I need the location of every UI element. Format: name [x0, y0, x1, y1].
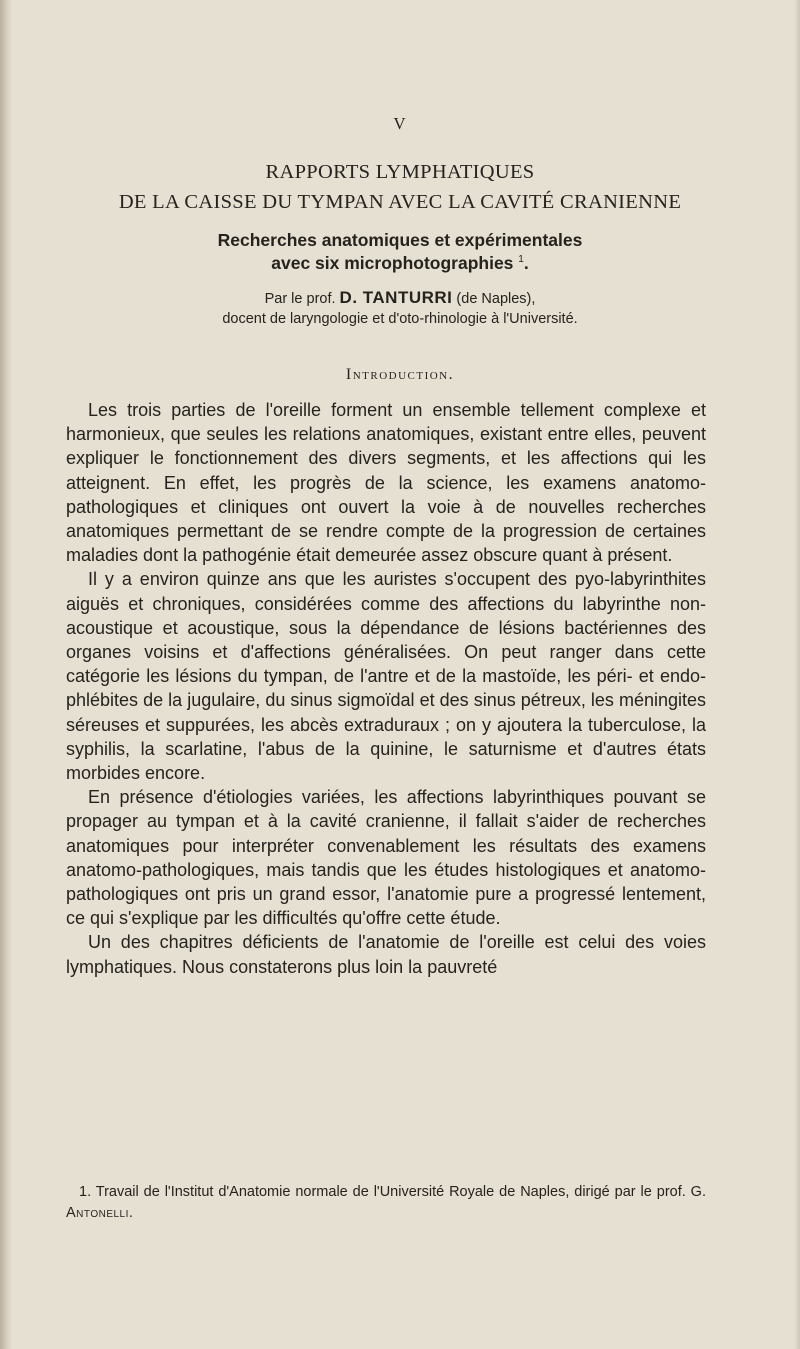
paragraph: Les trois parties de l'oreille forment un ensemble tellement complexe et harmonieux, que seules les relations anatomiques, existant entre elles, peuvent expliquer le fonctionnement des divers segments, et les affections qui les atteignent. En effet, les progrès de la science, les examens anatomo-pathologiques et cliniques ont ouvert la voie à de nouvelles recherches anatomiques permettant de se rendre compte de la progression de certaines maladies dont la pathogénie était demeurée assez obscure quant à présent. — [66, 400, 706, 566]
byline-prefix: Par le prof. — [264, 291, 336, 307]
paragraph: Un des chapitres déficients de l'anatomie de l'oreille est celui des voies lymphatiques. Nous constaterons plus loin la pauvreté — [66, 932, 706, 977]
footnote — [66, 1182, 706, 1224]
footnote-number: 1. — [79, 1184, 92, 1200]
subtitle-period: . — [523, 253, 529, 273]
paragraph: En présence d'étiologies variées, les affections labyrinthiques pouvant se propager au tympan et à la cavité cranienne, il fallait s'aider de recherches anatomiques pour interpréter convenablement les résultats des examens anatomo-pathologiques, mais tandis que les études histologiques et anatomo-pathologiques ont pris un grand essor, l'anatomie pure a progressé lentement, ce qui s'explique par les difficultés qu'offre cette étude. — [66, 787, 706, 929]
author-location: (de Naples), — [456, 291, 536, 307]
footnote-reference: 1 — [518, 254, 524, 266]
footnote-text: Travail de l'Institut d'Anatomie normale de l'Université Royale de Naples, dirigé par le prof. G. — [95, 1184, 706, 1200]
article-subtitle-line-1: Recherches anatomiques et expérimentales — [217, 230, 583, 250]
subtitle-text: avec six microphotographies — [271, 253, 514, 273]
section-heading: Introduction. — [345, 366, 455, 383]
article-subtitle-line-2 — [0, 253, 800, 274]
chapter-number: V — [393, 114, 407, 133]
article-title-line-1: RAPPORTS LYMPHATIQUES — [265, 161, 535, 183]
author-affiliation: docent de laryngologie et d'oto-rhinologie à l'Université. — [222, 311, 578, 327]
author-name: D. TANTURRI — [339, 288, 453, 307]
paragraph: Il y a environ quinze ans que les auristes s'occupent des pyo-labyrinthites aiguës et chroniques, considérées comme des affections du labyrinthe non-acoustique et acoustique, sous la dépendance de lésions bactériennes des organes voisins et d'affections généralisées. On peut ranger dans cette catégorie les lésions du tympan, de l'antre et de la mastoïde, les péri- et endo-phlébites de la jugulaire, du sinus sigmoïdal et des sinus pétreux, les méningites séreuses et suppurées, les abcès extraduraux ; on y ajoutera la tuberculose, la syphilis, la scarlatine, l'abus de la quinine, le saturnisme et d'autres états morbides encore. — [66, 569, 706, 784]
article-title-line-2: DE LA CAISSE DU TYMPAN AVEC LA CAVITÉ CRANIENNE — [118, 191, 682, 213]
body-text — [66, 398, 706, 979]
footnote-director: Antonelli. — [66, 1205, 134, 1221]
author-byline — [0, 288, 800, 308]
